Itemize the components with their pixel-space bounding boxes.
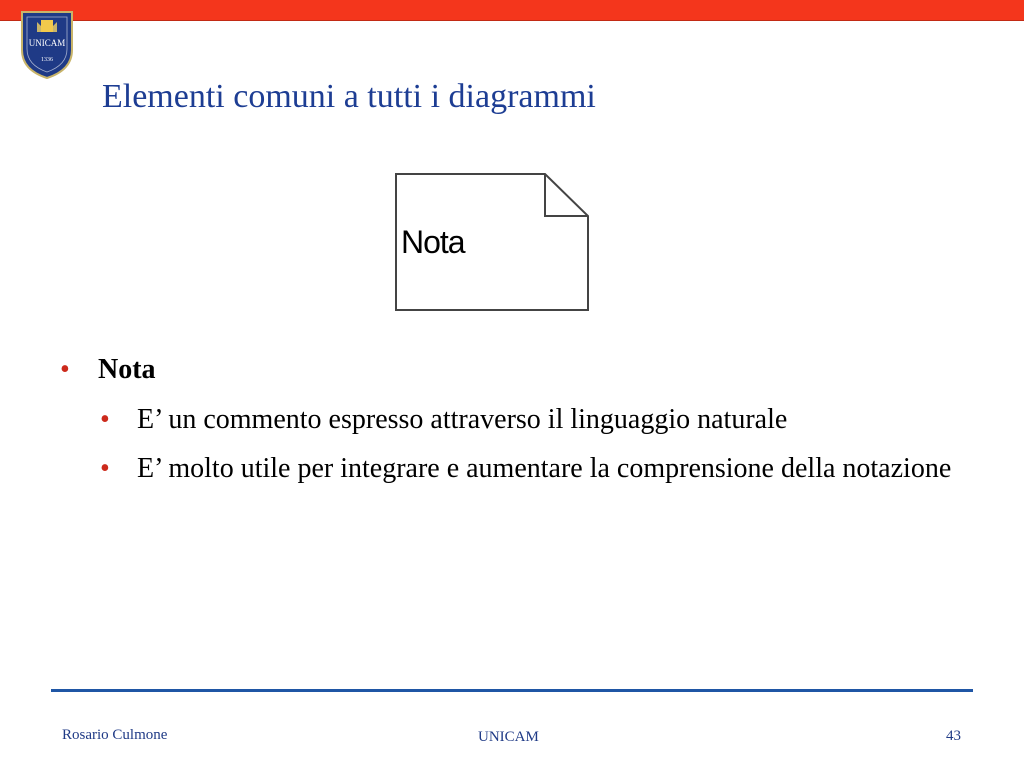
footer-divider: [51, 689, 973, 692]
bullet-dot: •: [100, 404, 110, 435]
sub-bullet-text: E’ un commento espresso attraverso il linguaggio naturale: [137, 404, 788, 435]
slide-title: Elementi comuni a tutti i diagrammi: [102, 78, 596, 115]
footer-author: Rosario Culmone: [62, 727, 168, 743]
bullet-text: Nota: [98, 354, 156, 385]
university-crest-icon: [19, 10, 75, 80]
top-color-bar: [0, 0, 1024, 21]
footer-center-label: UNICAM: [478, 729, 539, 745]
sub-bullet-text: E’ molto utile per integrare e aumentare la comprensione della notazione: [137, 453, 952, 484]
bullet-item-nota: [60, 354, 156, 386]
crest-year-text: 1336: [41, 57, 53, 63]
crest-name-text: UNICAM: [28, 38, 66, 48]
note-label: Nota: [401, 224, 465, 260]
sub-bullet-item-2: [100, 449, 980, 489]
bullet-dot: •: [100, 453, 110, 484]
bullet-dot: •: [60, 354, 70, 385]
sub-bullet-item-1: [100, 400, 787, 440]
page-number: 43: [946, 728, 961, 744]
